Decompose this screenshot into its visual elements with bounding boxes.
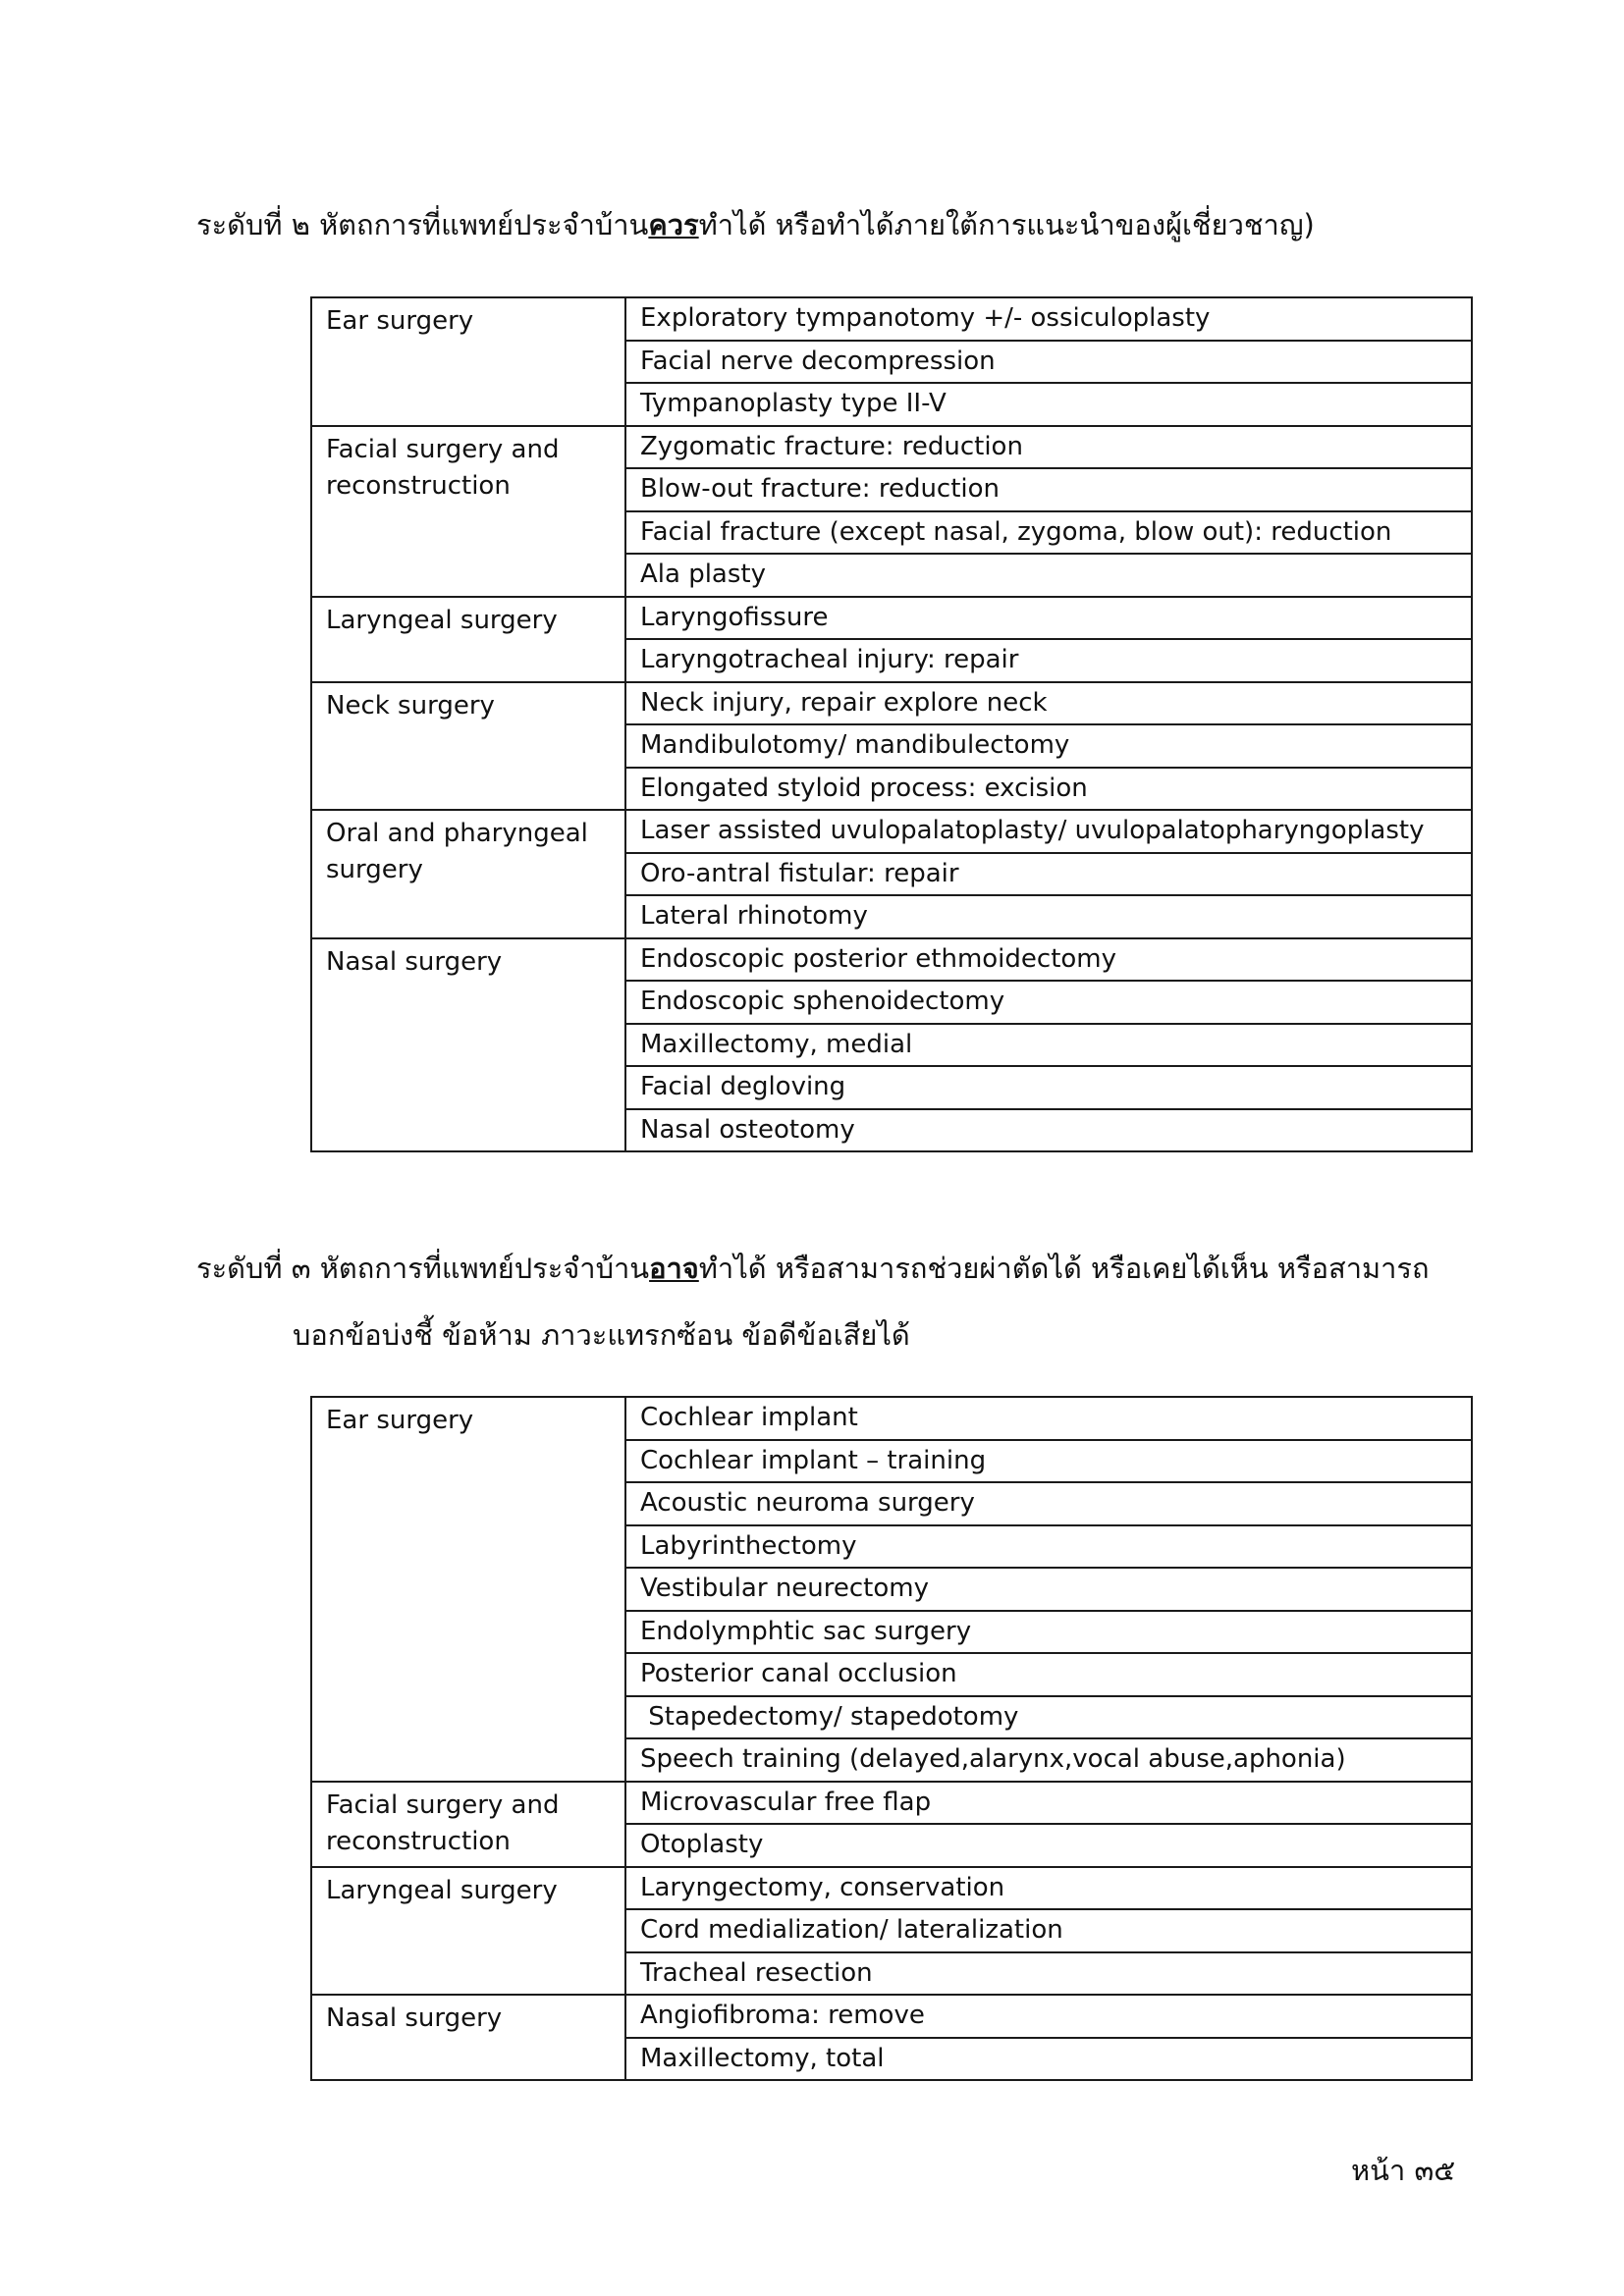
procedure-cell: Laryngectomy, conservation <box>625 1867 1472 1910</box>
procedure-cell: Facial fracture (except nasal, zygoma, blow out): reduction <box>625 511 1472 555</box>
procedure-cell: Acoustic neuroma surgery <box>625 1482 1472 1525</box>
procedure-cell: Exploratory tympanotomy +/- ossiculoplasty <box>625 297 1472 341</box>
procedure-cell: Ala plasty <box>625 554 1472 597</box>
level-2-heading-text: ระดับที่ ๒ หัตถการที่แพทย์ประจำบ้าน <box>196 208 649 241</box>
level-3-heading-rest: ทำได้ หรือสามารถช่วยผ่าตัดได้ หรือเคยได้เห็น หรือสามารถ <box>698 1252 1430 1285</box>
category-cell: Nasal surgery <box>311 1995 625 2080</box>
category-cell: Neck surgery <box>311 682 625 811</box>
procedure-cell: Posterior canal occlusion <box>625 1653 1472 1696</box>
level-2-heading-rest: ทำได้ หรือทำได้ภายใต้การแนะนำของผู้เชี่ยวชาญ) <box>698 208 1315 241</box>
category-cell: Laryngeal surgery <box>311 597 625 682</box>
procedure-cell: Zygomatic fracture: reduction <box>625 426 1472 469</box>
level-2-heading-emphasis: ควร <box>648 208 699 241</box>
procedure-cell: Maxillectomy, total <box>625 2038 1472 2081</box>
procedure-cell: Mandibulotomy/ mandibulectomy <box>625 724 1472 768</box>
procedure-cell: Cochlear implant – training <box>625 1440 1472 1483</box>
category-cell: Nasal surgery <box>311 938 625 1152</box>
table-row <box>311 1867 1472 1910</box>
procedure-cell: Labyrinthectomy <box>625 1525 1472 1569</box>
level-3-heading <box>196 1252 1430 1286</box>
procedure-cell: Vestibular neurectomy <box>625 1568 1472 1611</box>
procedure-cell: Angiofibroma: remove <box>625 1995 1472 2038</box>
procedure-cell: Facial degloving <box>625 1066 1472 1109</box>
procedure-cell: Endoscopic sphenoidectomy <box>625 981 1472 1024</box>
category-cell: Facial surgery and reconstruction <box>311 1782 625 1867</box>
table-row <box>311 682 1472 725</box>
table-row <box>311 810 1472 853</box>
procedure-cell: Facial nerve decompression <box>625 341 1472 384</box>
table-row <box>311 1782 1472 1825</box>
table-row <box>311 297 1472 341</box>
procedure-cell: Stapedectomy/ stapedotomy <box>625 1696 1472 1739</box>
table-row <box>311 1397 1472 1440</box>
procedure-cell: Endolymphtic sac surgery <box>625 1611 1472 1654</box>
procedure-cell: Blow-out fracture: reduction <box>625 468 1472 511</box>
procedure-cell: Neck injury, repair explore neck <box>625 682 1472 725</box>
category-cell: Laryngeal surgery <box>311 1867 625 1996</box>
procedure-cell: Cord medialization/ lateralization <box>625 1909 1472 1952</box>
procedure-cell: Laser assisted uvulopalatoplasty/ uvulopalatopharyngoplasty <box>625 810 1472 853</box>
category-cell: Ear surgery <box>311 297 625 426</box>
procedure-cell: Oro-antral fistular: repair <box>625 853 1472 896</box>
procedure-cell: Maxillectomy, medial <box>625 1024 1472 1067</box>
procedure-cell: Cochlear implant <box>625 1397 1472 1440</box>
level-3-heading-continuation: บอกข้อบ่งชี้ ข้อห้าม ภาวะแทรกซ้อน ข้อดีข้อเสียได้ <box>293 1318 910 1352</box>
category-cell: Oral and pharyngeal surgery <box>311 810 625 938</box>
table-row <box>311 1995 1472 2038</box>
level-3-procedure-table <box>310 1396 1473 2081</box>
table-row <box>311 426 1472 469</box>
procedure-cell: Lateral rhinotomy <box>625 895 1472 938</box>
level-3-heading-text: ระดับที่ ๓ หัตถการที่แพทย์ประจำบ้าน <box>196 1252 650 1285</box>
page-number: หน้า ๓๕ <box>1351 2154 1456 2187</box>
procedure-cell: Speech training (delayed,alarynx,vocal abuse,aphonia) <box>625 1738 1472 1782</box>
procedure-cell: Microvascular free flap <box>625 1782 1472 1825</box>
table-row <box>311 938 1472 982</box>
procedure-cell: Tympanoplasty type II-V <box>625 383 1472 426</box>
procedure-cell: Nasal osteotomy <box>625 1109 1472 1152</box>
procedure-cell: Laryngofissure <box>625 597 1472 640</box>
category-cell: Facial surgery and reconstruction <box>311 426 625 597</box>
procedure-cell: Laryngotracheal injury: repair <box>625 639 1472 682</box>
level-2-heading <box>196 208 1315 242</box>
level-2-procedure-table <box>310 296 1473 1152</box>
procedure-cell: Elongated styloid process: excision <box>625 768 1472 811</box>
procedure-cell: Otoplasty <box>625 1824 1472 1867</box>
table-row <box>311 597 1472 640</box>
procedure-cell: Endoscopic posterior ethmoidectomy <box>625 938 1472 982</box>
category-cell: Ear surgery <box>311 1397 625 1782</box>
level-3-heading-emphasis: อาจ <box>649 1252 699 1285</box>
procedure-cell: Tracheal resection <box>625 1952 1472 1996</box>
